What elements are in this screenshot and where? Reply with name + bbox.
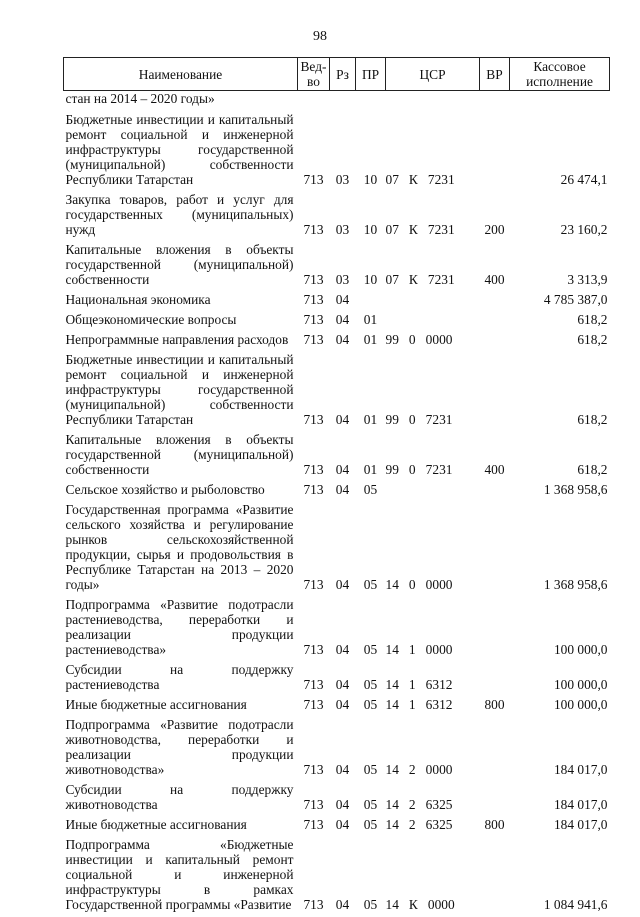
cell-csr: 14 1 6312 xyxy=(386,662,480,697)
cell-vr: 400 xyxy=(480,242,510,292)
cell-name: Закупка товаров, работ и услуг для государственных (муниципальных) нужд xyxy=(64,192,298,242)
cell-rz: 04 xyxy=(330,432,356,482)
cell-pr: 01 xyxy=(356,352,386,432)
table-row xyxy=(64,292,610,312)
cell-vr xyxy=(480,597,510,662)
cell-ved: 713 xyxy=(298,482,330,502)
cell-name: Капитальные вложения в объекты государственной (муниципальной) собственности xyxy=(64,432,298,482)
cell-sum: 1 084 941,6 xyxy=(510,837,610,917)
header-ved: Вед-во xyxy=(298,58,330,91)
cell-ved: 713 xyxy=(298,112,330,192)
cell-name: Государственная программа «Развитие сельского хозяйства и регулирование рынков сельскохозяйственной продукции, сырья и продовольствия в Республике Татарстан на 2013 – 2020 годы» xyxy=(64,502,298,597)
cell-sum: 3 313,9 xyxy=(510,242,610,292)
cell-rz: 04 xyxy=(330,697,356,717)
cell-rz: 04 xyxy=(330,597,356,662)
cell-vr xyxy=(480,502,510,597)
table-row xyxy=(64,662,610,697)
cell-csr: 99 0 0000 xyxy=(386,332,480,352)
cell-sum: 618,2 xyxy=(510,332,610,352)
cell-sum: 100 000,0 xyxy=(510,597,610,662)
cell-sum: 618,2 xyxy=(510,352,610,432)
cell-rz: 04 xyxy=(330,482,356,502)
table-row xyxy=(64,717,610,782)
cell-sum xyxy=(510,91,610,113)
cell-csr: 07 К 7231 xyxy=(386,242,480,292)
table-row xyxy=(64,697,610,717)
cell-pr xyxy=(356,292,386,312)
cell-pr: 05 xyxy=(356,837,386,917)
cell-csr: 07 К 7231 xyxy=(386,112,480,192)
header-rz: Рз xyxy=(330,58,356,91)
cell-csr: 14 2 6325 xyxy=(386,817,480,837)
cell-ved: 713 xyxy=(298,312,330,332)
table-row xyxy=(64,312,610,332)
cell-csr xyxy=(386,91,480,113)
header-sum: Кассовое исполнение xyxy=(510,58,610,91)
cell-pr: 05 xyxy=(356,717,386,782)
cell-csr: 07 К 7231 xyxy=(386,192,480,242)
cell-ved: 713 xyxy=(298,697,330,717)
cell-rz: 04 xyxy=(330,717,356,782)
cell-pr: 05 xyxy=(356,502,386,597)
cell-csr: 14 2 6325 xyxy=(386,782,480,817)
cell-rz xyxy=(330,91,356,113)
cell-name: Непрограммные направления расходов xyxy=(64,332,298,352)
cell-csr: 14 1 6312 xyxy=(386,697,480,717)
cell-ved: 713 xyxy=(298,817,330,837)
cell-rz: 04 xyxy=(330,292,356,312)
cell-rz: 03 xyxy=(330,192,356,242)
cell-rz: 04 xyxy=(330,352,356,432)
cell-vr xyxy=(480,91,510,113)
cell-pr: 10 xyxy=(356,112,386,192)
cell-name: Сельское хозяйство и рыболовство xyxy=(64,482,298,502)
table-row xyxy=(64,192,610,242)
cell-name: Подпрограмма «Развитие подотрасли растениеводства, переработки и реализации продукции растениеводства» xyxy=(64,597,298,662)
cell-name: Общеэкономические вопросы xyxy=(64,312,298,332)
cell-ved: 713 xyxy=(298,597,330,662)
cell-sum: 100 000,0 xyxy=(510,662,610,697)
cell-pr: 05 xyxy=(356,817,386,837)
cell-vr xyxy=(480,837,510,917)
cell-ved: 713 xyxy=(298,352,330,432)
cell-rz: 04 xyxy=(330,502,356,597)
cell-rz: 04 xyxy=(330,662,356,697)
cell-name: Национальная экономика xyxy=(64,292,298,312)
cell-pr: 05 xyxy=(356,482,386,502)
table-row xyxy=(64,352,610,432)
cell-name: Капитальные вложения в объекты государственной (муниципальной) собственности xyxy=(64,242,298,292)
cell-sum: 23 160,2 xyxy=(510,192,610,242)
cell-name: Иные бюджетные ассигнования xyxy=(64,697,298,717)
cell-sum: 1 368 958,6 xyxy=(510,502,610,597)
cell-vr xyxy=(480,352,510,432)
table-row xyxy=(64,242,610,292)
table-row xyxy=(64,482,610,502)
cell-sum: 100 000,0 xyxy=(510,697,610,717)
cell-sum: 618,2 xyxy=(510,432,610,482)
header-pr: ПР xyxy=(356,58,386,91)
cell-name: Субсидии на поддержку животноводства xyxy=(64,782,298,817)
cell-ved xyxy=(298,91,330,113)
cell-rz: 04 xyxy=(330,782,356,817)
cell-vr xyxy=(480,112,510,192)
cell-sum: 184 017,0 xyxy=(510,782,610,817)
cell-csr: 14 0 0000 xyxy=(386,502,480,597)
cell-csr: 14 1 0000 xyxy=(386,597,480,662)
cell-name: Иные бюджетные ассигнования xyxy=(64,817,298,837)
cell-sum: 1 368 958,6 xyxy=(510,482,610,502)
cell-pr: 10 xyxy=(356,192,386,242)
table-row xyxy=(64,432,610,482)
table-row xyxy=(64,782,610,817)
table-row xyxy=(64,837,610,917)
cell-ved: 713 xyxy=(298,782,330,817)
cell-rz: 03 xyxy=(330,112,356,192)
cell-csr: 14 2 0000 xyxy=(386,717,480,782)
cell-rz: 04 xyxy=(330,817,356,837)
header-name: Наименование xyxy=(64,58,298,91)
table-row xyxy=(64,112,610,192)
header-vr: ВР xyxy=(480,58,510,91)
cell-csr: 99 0 7231 xyxy=(386,352,480,432)
cell-vr: 200 xyxy=(480,192,510,242)
cell-ved: 713 xyxy=(298,292,330,312)
cell-pr: 10 xyxy=(356,242,386,292)
page-number: 98 xyxy=(0,29,640,45)
cell-ved: 713 xyxy=(298,192,330,242)
cell-csr xyxy=(386,312,480,332)
cell-ved: 713 xyxy=(298,662,330,697)
cell-rz: 04 xyxy=(330,837,356,917)
cell-name: стан на 2014 – 2020 годы» xyxy=(64,91,298,113)
cell-vr: 400 xyxy=(480,432,510,482)
cell-sum: 4 785 387,0 xyxy=(510,292,610,312)
table-body xyxy=(64,91,610,917)
cell-csr: 99 0 7231 xyxy=(386,432,480,482)
cell-pr: 01 xyxy=(356,332,386,352)
cell-vr: 800 xyxy=(480,697,510,717)
cell-vr xyxy=(480,292,510,312)
cell-sum: 618,2 xyxy=(510,312,610,332)
cell-csr xyxy=(386,292,480,312)
table-row xyxy=(64,332,610,352)
budget-table xyxy=(63,57,610,917)
cell-vr xyxy=(480,332,510,352)
cell-pr xyxy=(356,91,386,113)
cell-name: Бюджетные инвестиции и капитальный ремонт социальной и инженерной инфраструктуры государственной (муниципальной) собственности Республики Татарстан xyxy=(64,352,298,432)
header-csr: ЦСР xyxy=(386,58,480,91)
table-row xyxy=(64,502,610,597)
cell-rz: 03 xyxy=(330,242,356,292)
cell-pr: 01 xyxy=(356,432,386,482)
cell-sum: 26 474,1 xyxy=(510,112,610,192)
cell-name: Бюджетные инвестиции и капитальный ремонт социальной и инженерной инфраструктуры государственной (муниципальной) собственности Республики Татарстан xyxy=(64,112,298,192)
cell-name: Субсидии на поддержку растениеводства xyxy=(64,662,298,697)
cell-pr: 05 xyxy=(356,782,386,817)
cell-ved: 713 xyxy=(298,332,330,352)
cell-name: Подпрограмма «Бюджетные инвестиции и капитальный ремонт социальной и инженерной инфраструктуры в рамках Государственной программы «Развитие xyxy=(64,837,298,917)
cell-vr xyxy=(480,312,510,332)
cell-vr xyxy=(480,482,510,502)
cell-pr: 05 xyxy=(356,597,386,662)
cell-csr: 14 К 0000 xyxy=(386,837,480,917)
cell-ved: 713 xyxy=(298,837,330,917)
table-row xyxy=(64,597,610,662)
cell-vr xyxy=(480,717,510,782)
cell-name: Подпрограмма «Развитие подотрасли животноводства, переработки и реализации продукции животноводства» xyxy=(64,717,298,782)
cell-vr xyxy=(480,662,510,697)
cell-pr: 01 xyxy=(356,312,386,332)
cell-csr xyxy=(386,482,480,502)
cell-ved: 713 xyxy=(298,502,330,597)
cell-pr: 05 xyxy=(356,662,386,697)
cell-rz: 04 xyxy=(330,312,356,332)
cell-ved: 713 xyxy=(298,432,330,482)
cell-sum: 184 017,0 xyxy=(510,717,610,782)
cell-pr: 05 xyxy=(356,697,386,717)
cell-vr xyxy=(480,782,510,817)
cell-rz: 04 xyxy=(330,332,356,352)
table-header-row xyxy=(64,58,610,91)
cell-ved: 713 xyxy=(298,717,330,782)
cell-vr: 800 xyxy=(480,817,510,837)
table-row xyxy=(64,817,610,837)
cell-ved: 713 xyxy=(298,242,330,292)
table-row xyxy=(64,91,610,113)
cell-sum: 184 017,0 xyxy=(510,817,610,837)
